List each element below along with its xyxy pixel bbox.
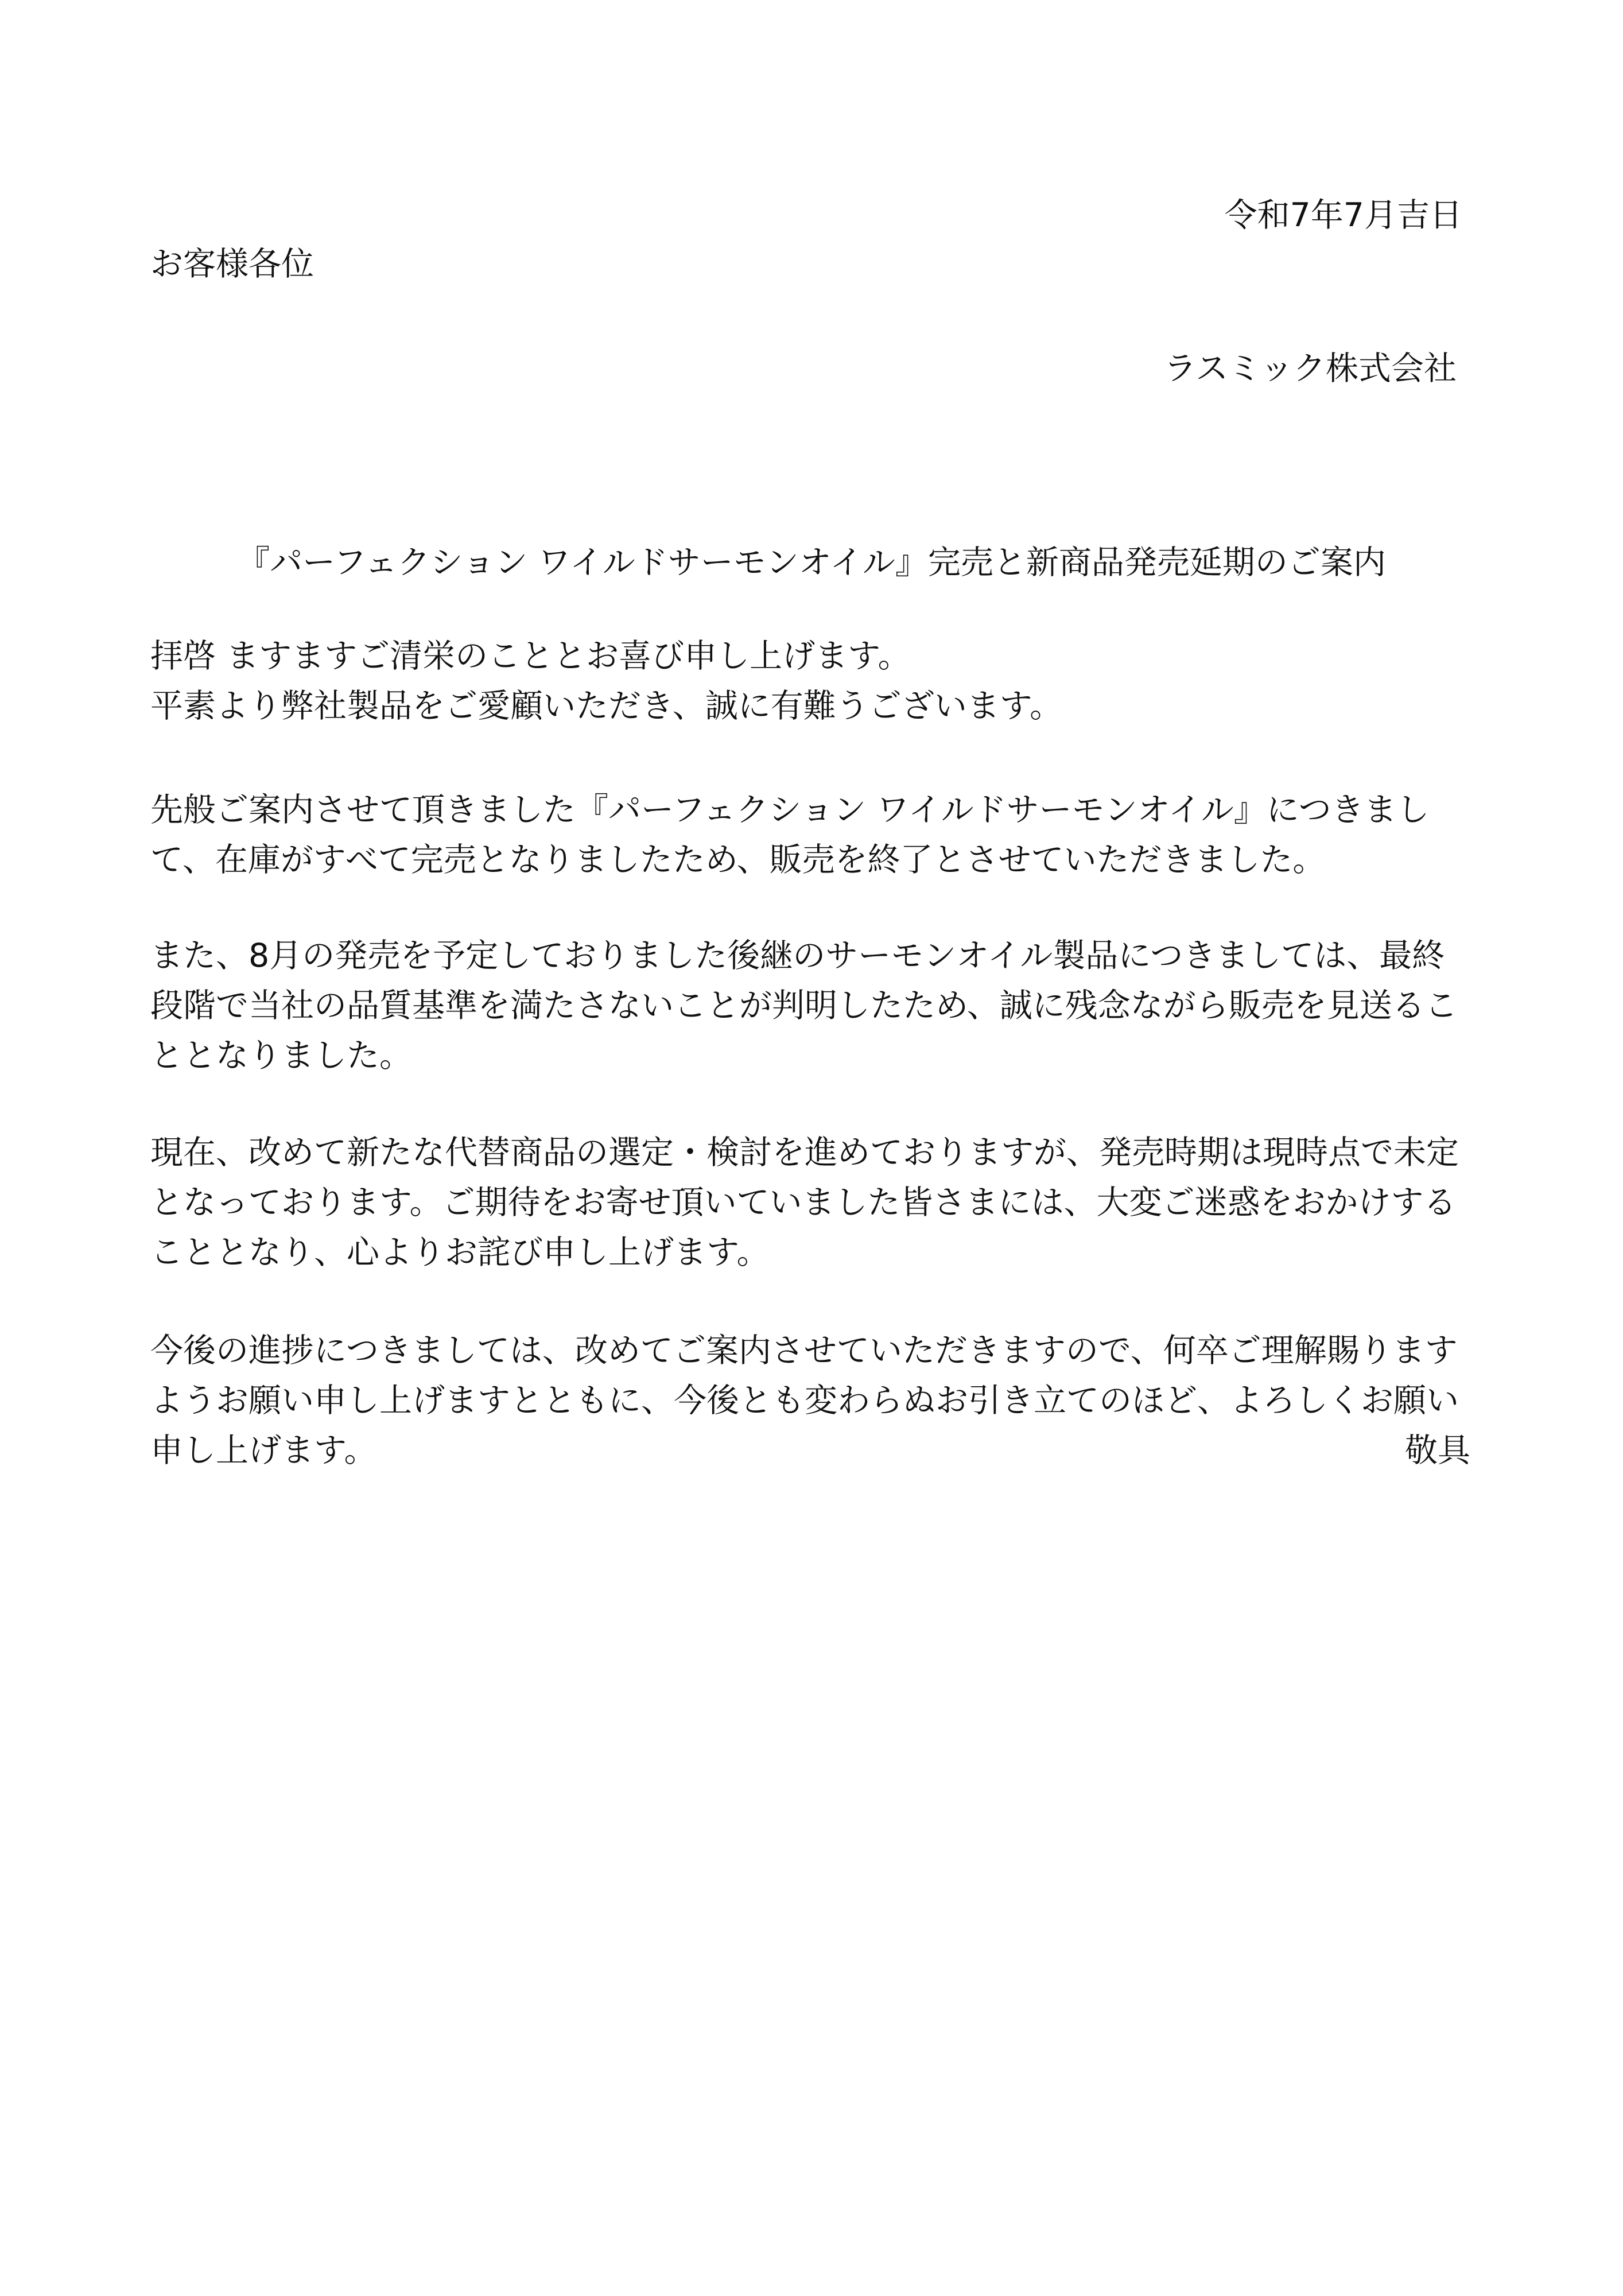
paragraph-line: 先般ご案内させて頂きました『パーフェクション ワイルドサーモンオイル』につきまし (150, 791, 1430, 829)
recipient: お客様各位 (150, 245, 314, 283)
paragraph-line: また、8月の発売を予定しておりました後継のサーモンオイル製品につきましては、最終 (150, 937, 1445, 975)
paragraph-line: 申し上げます。 (150, 1432, 377, 1469)
paragraph-line: て、在庫がすべて完売となりましたため、販売を終了とさせていただきました。 (150, 841, 1326, 879)
letter-title: 『パーフェクション ワイルドサーモンオイル』完売と新商品発売延期のご案内 (237, 544, 1386, 581)
paragraph-closing (150, 1326, 1470, 1476)
final-line (150, 1426, 1470, 1476)
paragraph-line: 平素より弊社製品をご愛顧いただき、誠に有難うございます。 (150, 687, 1063, 725)
paragraph-line: 現在、改めて新たな代替商品の選定・検討を進めておりますが、発売時期は現時点で未定 (150, 1134, 1459, 1172)
paragraph-line: ととなりました。 (150, 1037, 412, 1075)
paragraph-postponement (150, 931, 1470, 1081)
letter-date: 令和7年7月吉日 (1224, 196, 1462, 234)
greeting-paragraph (150, 631, 1470, 731)
paragraph-line: ようお願い申し上げますとともに、今後とも変わらぬお引き立てのほど、よろしくお願い (150, 1382, 1459, 1420)
paragraph-sold-out (150, 785, 1470, 885)
closing-keigu: 敬具 (1405, 1432, 1470, 1469)
paragraph-line: 段階で当社の品質基準を満たさないことが判明したため、誠に残念ながら販売を見送るこ (150, 987, 1458, 1025)
paragraph-line: となっております。ご期待をお寄せ頂いていました皆さまには、大変ご迷惑をおかけする (150, 1184, 1457, 1221)
paragraph-apology (150, 1128, 1470, 1278)
sender-company: ラスミック株式会社 (1163, 350, 1457, 387)
paragraph-line: 拝啓 ますますご清栄のこととお喜び申し上げます。 (150, 637, 911, 675)
paragraph-line: 今後の進捗につきましては、改めてご案内させていただきますので、何卒ご理解賜ります (150, 1332, 1458, 1370)
paragraph-line: こととなり、心よりお詫び申し上げます。 (150, 1234, 770, 1271)
